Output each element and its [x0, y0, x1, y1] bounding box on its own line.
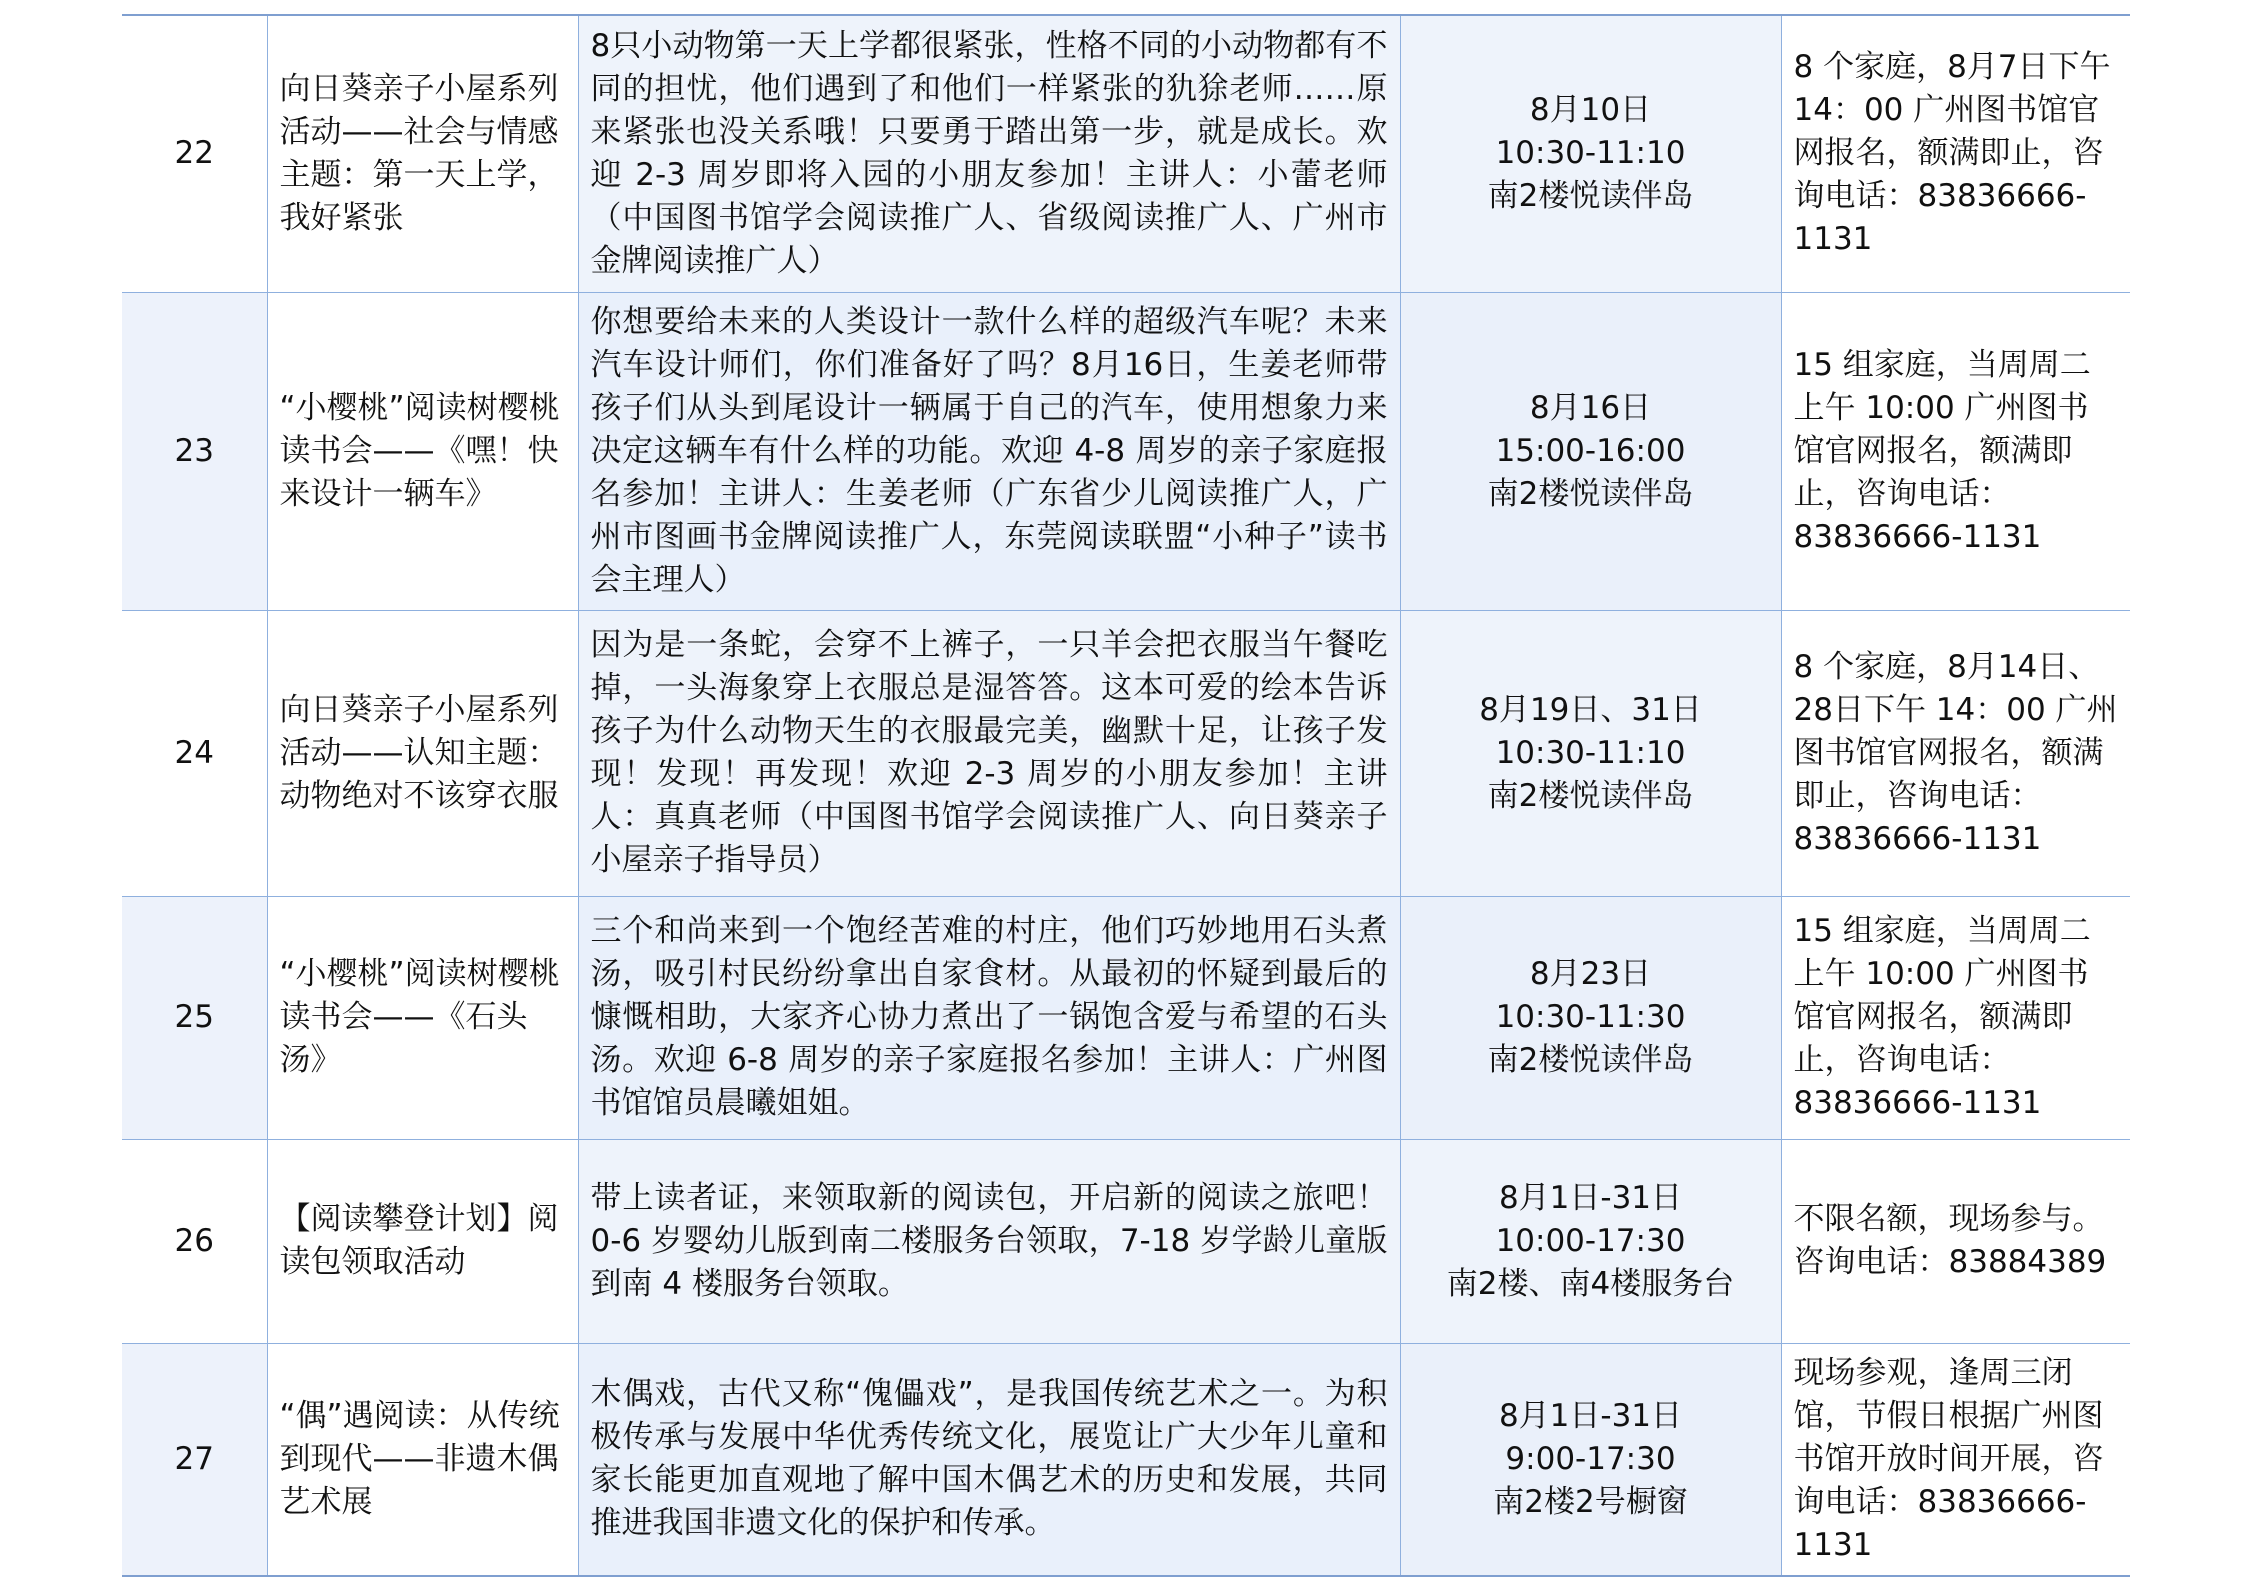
row-number: 22	[122, 15, 267, 292]
event-hours: 10:00-17:30	[1495, 1222, 1686, 1259]
event-time-location	[1400, 15, 1781, 292]
event-time-location	[1400, 1343, 1781, 1576]
event-hours: 9:00-17:30	[1505, 1440, 1676, 1477]
row-number: 27	[122, 1343, 267, 1576]
event-hours: 15:00-16:00	[1495, 432, 1686, 469]
event-hours: 10:30-11:10	[1495, 135, 1686, 172]
event-date: 8月19日、31日	[1479, 691, 1702, 728]
event-registration: 不限名额，现场参与。咨询电话：83884389	[1781, 1139, 2130, 1343]
event-location: 南2楼悦读伴岛	[1487, 178, 1694, 215]
event-hours: 10:30-11:30	[1495, 999, 1686, 1035]
event-title: 向日葵亲子小屋系列活动——认知主题：动物绝对不该穿衣服	[267, 610, 578, 896]
event-description: 因为是一条蛇，会穿不上裤子，一只羊会把衣服当午餐吃掉，一头海象穿上衣服总是湿答答。这本可爱的绘本告诉孩子为什么动物天生的衣服最完美，幽默十足，让孩子发现！发现！再发现！欢迎 2-3 周岁的小朋友参加！主讲人：真真老师（中国图书馆学会阅读推广人、向日葵亲子小屋亲子指导员）	[578, 610, 1400, 896]
event-description: 带上读者证，来领取新的阅读包，开启新的阅读之旅吧！0-6 岁婴幼儿版到南二楼服务台领取，7-18 岁学龄儿童版到南 4 楼服务台领取。	[578, 1139, 1400, 1343]
table-row	[122, 292, 2130, 610]
event-date: 8月16日	[1529, 389, 1652, 426]
event-title: “小樱桃”阅读树樱桃读书会——《石头汤》	[267, 896, 578, 1139]
event-title: “偶”遇阅读：从传统到现代——非遗木偶艺术展	[267, 1343, 578, 1576]
events-table	[122, 14, 2130, 1577]
row-number: 26	[122, 1139, 267, 1343]
row-number: 24	[122, 610, 267, 896]
table-row	[122, 15, 2130, 292]
table-row	[122, 1343, 2130, 1576]
event-time-location	[1400, 896, 1781, 1139]
event-time-location	[1400, 1139, 1781, 1343]
row-number: 23	[122, 292, 267, 610]
event-date: 8月23日	[1529, 956, 1652, 992]
event-location: 南2楼悦读伴岛	[1487, 1042, 1694, 1078]
event-registration: 8 个家庭，8月7日下午 14：00 广州图书馆官网报名，额满即止，咨询电话：83836666-1131	[1781, 15, 2130, 292]
event-title: 向日葵亲子小屋系列活动——社会与情感主题：第一天上学，我好紧张	[267, 15, 578, 292]
table-row	[122, 896, 2130, 1139]
event-description: 三个和尚来到一个饱经苦难的村庄，他们巧妙地用石头煮汤，吸引村民纷纷拿出自家食材。从最初的怀疑到最后的慷慨相助，大家齐心协力煮出了一锅饱含爱与希望的石头汤。欢迎 6-8 周岁的亲子家庭报名参加！主讲人：广州图书馆馆员晨曦姐姐。	[578, 896, 1400, 1139]
event-hours: 10:30-11:10	[1495, 734, 1686, 771]
event-registration: 8 个家庭，8月14日、28日下午 14：00 广州图书馆官网报名，额满即止，咨询电话：83836666-1131	[1781, 610, 2130, 896]
event-date: 8月1日-31日	[1498, 1397, 1683, 1434]
event-description: 你想要给未来的人类设计一款什么样的超级汽车呢？未来汽车设计师们，你们准备好了吗？8月16日，生姜老师带孩子们从头到尾设计一辆属于自己的汽车，使用想象力来决定这辆车有什么样的功能。欢迎 4-8 周岁的亲子家庭报名参加！主讲人：生姜老师（广东省少儿阅读推广人，广州市图画书金牌阅读推广人，东莞阅读联盟“小种子”读书会主理人）	[578, 292, 1400, 610]
event-description: 8只小动物第一天上学都很紧张，性格不同的小动物都有不同的担忧，他们遇到了和他们一样紧张的犰狳老师……原来紧张也没关系哦！只要勇于踏出第一步，就是成长。欢迎 2-3 周岁即将入园的小朋友参加！主讲人：小蕾老师（中国图书馆学会阅读推广人、省级阅读推广人、广州市金牌阅读推广人）	[578, 15, 1400, 292]
event-title: “小樱桃”阅读树樱桃读书会——《嘿！快来设计一辆车》	[267, 292, 578, 610]
event-registration: 15 组家庭，当周周二上午 10:00 广州图书馆官网报名，额满即止，咨询电话：83836666-1131	[1781, 292, 2130, 610]
event-time-location	[1400, 292, 1781, 610]
event-location: 南2楼悦读伴岛	[1487, 475, 1694, 512]
event-date: 8月10日	[1529, 92, 1652, 129]
event-date: 8月1日-31日	[1498, 1179, 1683, 1216]
event-description: 木偶戏，古代又称“傀儡戏”，是我国传统艺术之一。为积极传承与发展中华优秀传统文化，展览让广大少年儿童和家长能更加直观地了解中国木偶艺术的历史和发展，共同推进我国非遗文化的保护和传承。	[578, 1343, 1400, 1576]
table-row	[122, 610, 2130, 896]
table-row	[122, 1139, 2130, 1343]
event-location: 南2楼2号橱窗	[1493, 1483, 1688, 1520]
event-registration: 现场参观，逢周三闭馆，节假日根据广州图书馆开放时间开展，咨询电话：83836666-1131	[1781, 1343, 2130, 1576]
event-registration: 15 组家庭，当周周二上午 10:00 广州图书馆官网报名，额满即止，咨询电话：83836666-1131	[1781, 896, 2130, 1139]
event-time-location	[1400, 610, 1781, 896]
event-title: 【阅读攀登计划】阅读包领取活动	[267, 1139, 578, 1343]
row-number: 25	[122, 896, 267, 1139]
event-location: 南2楼悦读伴岛	[1487, 777, 1694, 814]
event-location: 南2楼、南4楼服务台	[1446, 1265, 1735, 1302]
